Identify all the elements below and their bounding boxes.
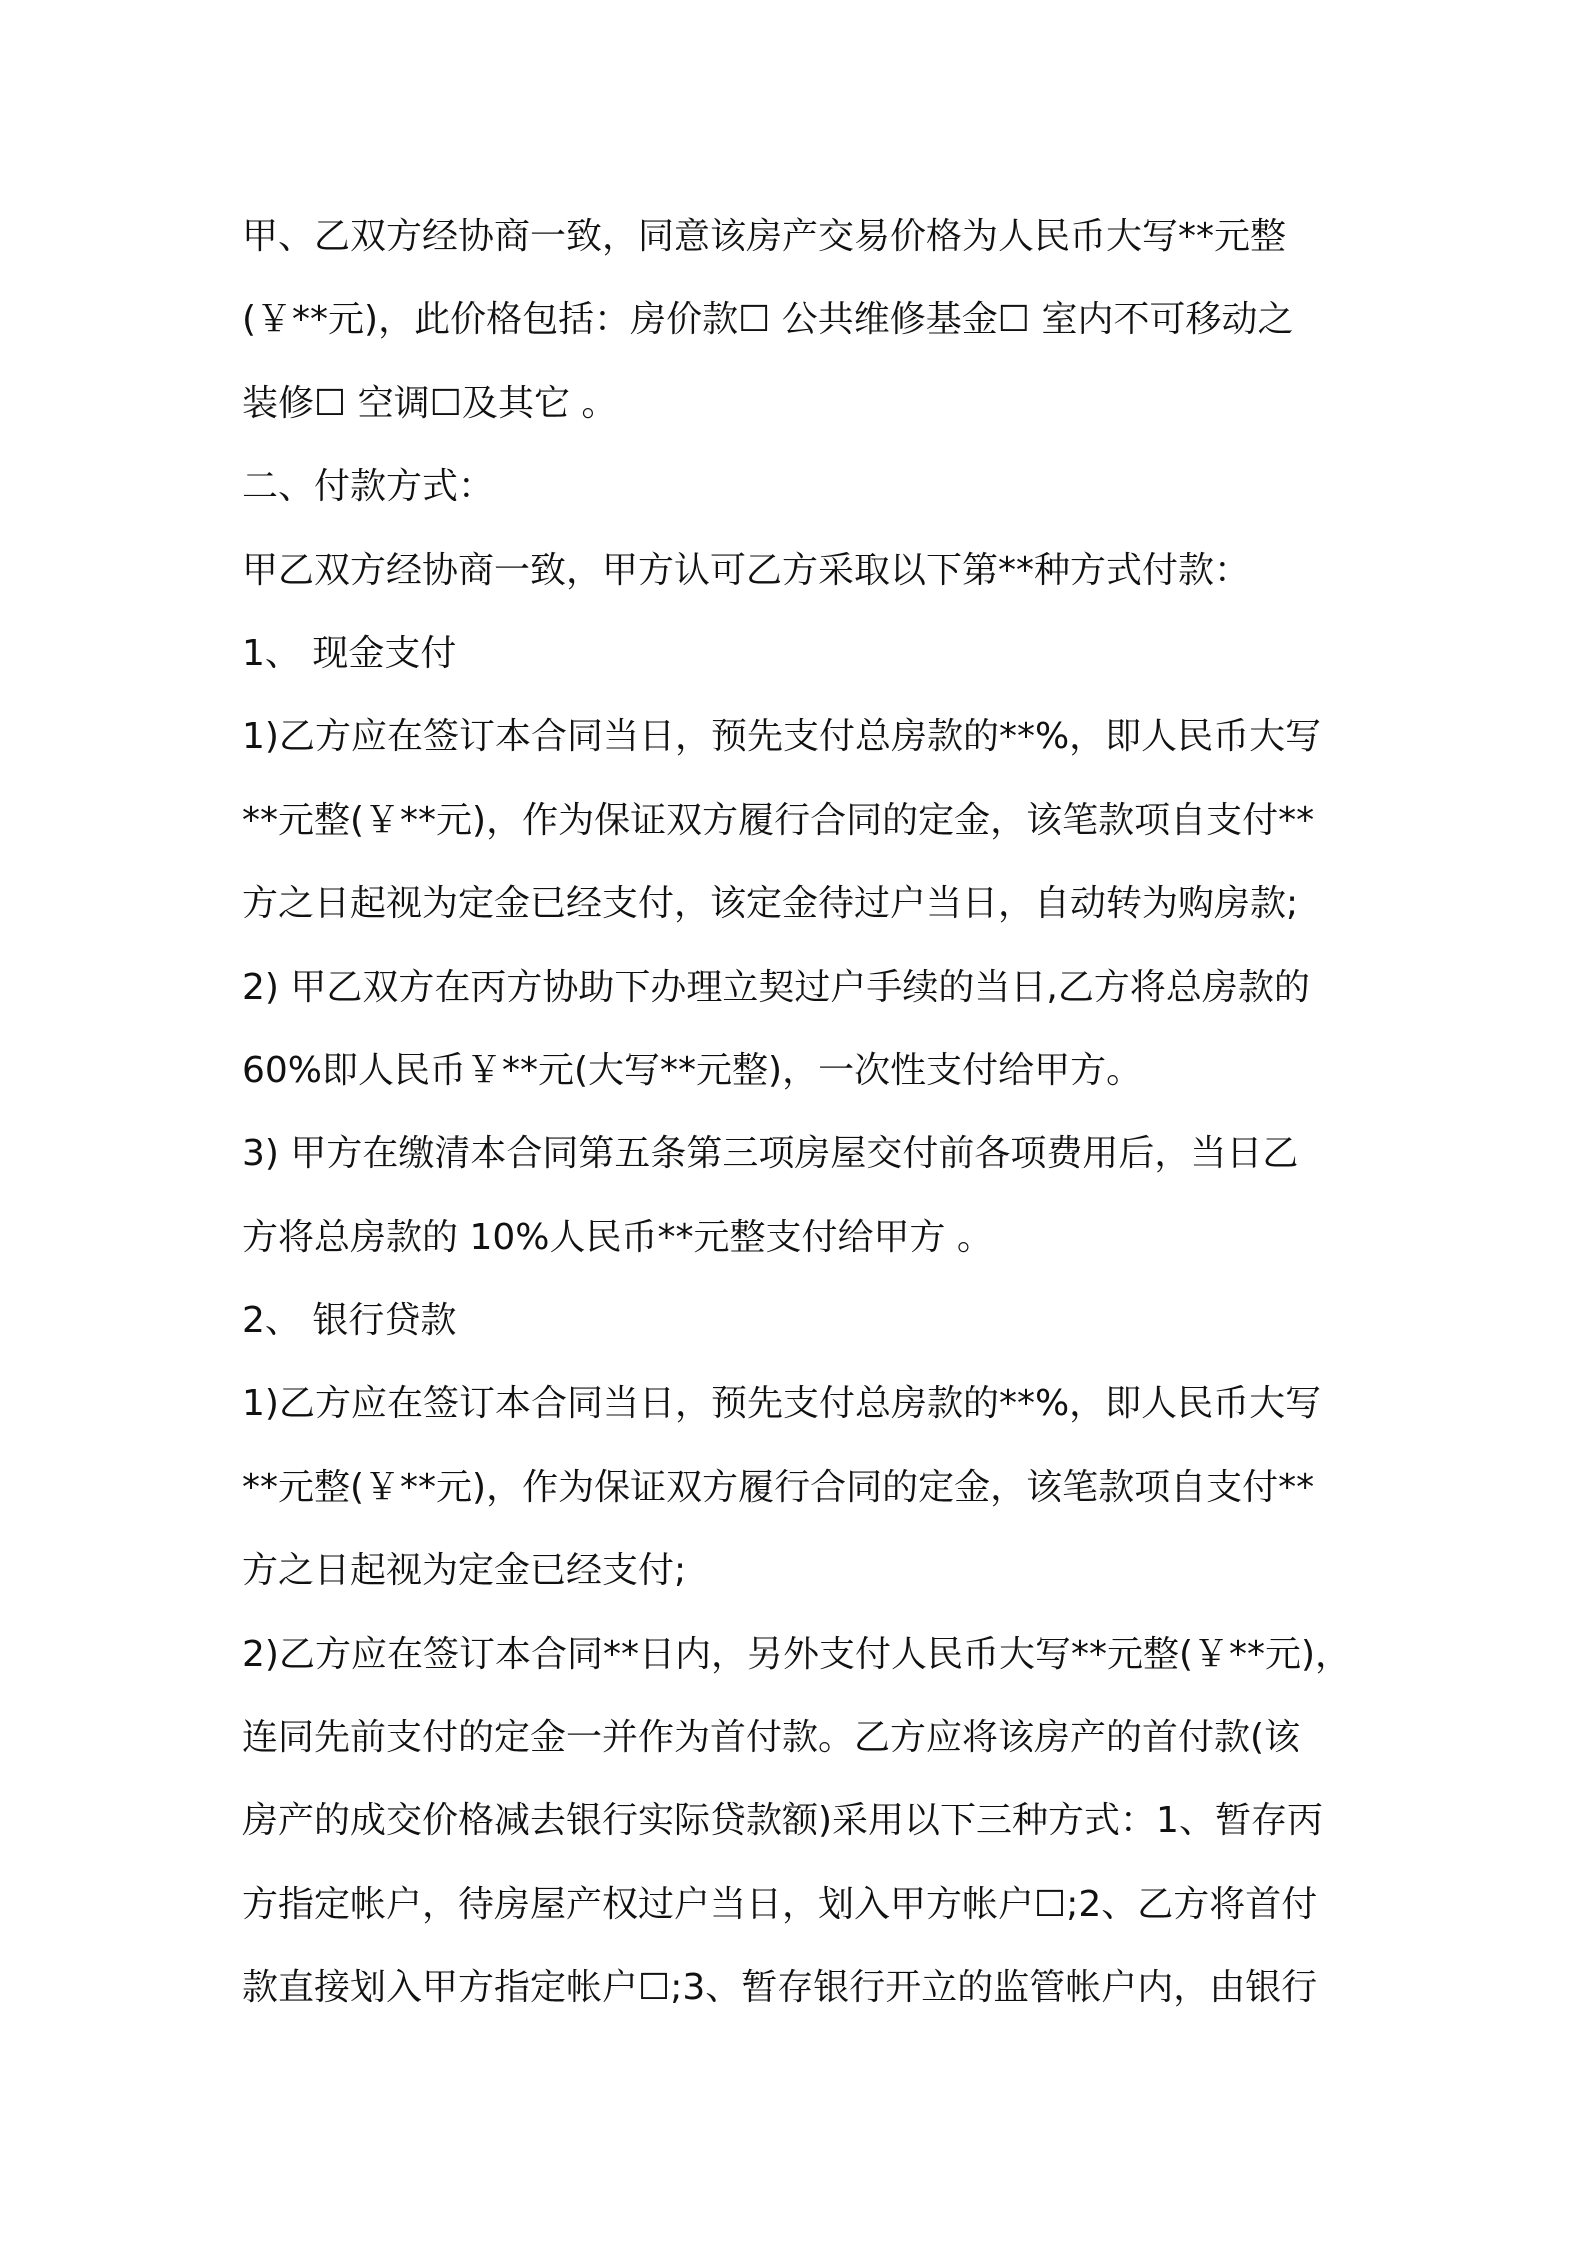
text-line: 1)乙方应在签订本合同当日，预先支付总房款的**%，即人民币大写 [242,716,1322,758]
text-line: **元整(￥**元)，作为保证双方履行合同的定金，该笔款项自支付** [242,799,1315,841]
text-line: 方指定帐户，待房屋产权过户当日，划入甲方帐户☐;2、乙方将首付 [242,1883,1318,1925]
text-line: 甲乙双方经协商一致，甲方认可乙方采取以下第**种方式付款： [242,549,1251,591]
text-line: 方之日起视为定金已经支付; [242,1550,687,1592]
text-line: **元整(￥**元)，作为保证双方履行合同的定金，该笔款项自支付** [242,1466,1315,1508]
text-line: 2) 甲乙双方在丙方协助下办理立契过户手续的当日,乙方将总房款的 [242,966,1310,1008]
subheading-cash-payment: 1、 现金支付 [242,632,457,674]
text-line: 2)乙方应在签订本合同**日内，另外支付人民币大写**元整(￥**元)， [242,1633,1352,1675]
contract-text-body [242,195,1362,2030]
text-line: 60%即人民币￥**元(大写**元整)，一次性支付给甲方。 [242,1049,1143,1091]
subheading-bank-loan: 2、 银行贷款 [242,1300,457,1342]
text-line: 款直接划入甲方指定帐户☐;3、暂存银行开立的监管帐户内，由银行 [242,1967,1318,2009]
text-line: (￥**元)，此价格包括：房价款☐ 公共维修基金☐ 室内不可移动之 [242,299,1294,341]
text-line: 装修☐ 空调☐及其它 。 [242,382,618,424]
text-line: 房产的成交价格减去银行实际贷款额)采用以下三种方式：1、暂存丙 [242,1800,1323,1842]
text-line: 方将总房款的 10%人民币**元整支付给甲方 。 [242,1216,993,1258]
text-line: 1)乙方应在签订本合同当日，预先支付总房款的**%，即人民币大写 [242,1383,1322,1425]
text-line: 3) 甲方在缴清本合同第五条第三项房屋交付前各项费用后，当日乙 [242,1133,1299,1175]
section-heading-payment-method: 二、付款方式： [242,466,495,508]
text-line: 连同先前支付的定金一并作为首付款。乙方应将该房产的首付款(该 [242,1717,1301,1759]
text-line: 方之日起视为定金已经支付，该定金待过户当日，自动转为购房款; [242,883,1299,925]
text-line: 甲、乙双方经协商一致，同意该房产交易价格为人民币大写**元整 [242,216,1287,257]
